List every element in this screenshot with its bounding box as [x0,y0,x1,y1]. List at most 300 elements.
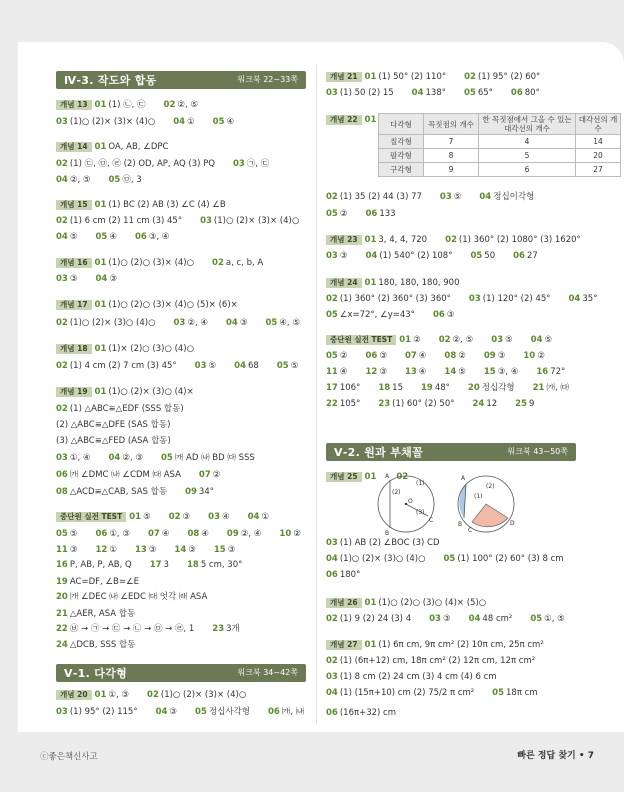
answer-text: ②, ⑤ [452,335,474,345]
question-number: 04 [56,232,68,242]
question-number: 04 [56,175,68,185]
answer-text: (1) 95° (2) 60° [477,72,541,82]
answer-text: 133 [379,209,396,219]
question-number: 07 [147,529,160,539]
table-cell: 4 [479,135,576,149]
answer-text: 3 [163,560,169,570]
question-number: 04 [234,361,246,371]
answer-text: ②, ④ [240,529,262,539]
concept-tag: 개념 27 [326,640,362,650]
question-number: 06 [513,251,525,261]
answer-line [326,570,378,581]
diagonal-table [378,113,621,177]
answer-text: (16π+32) cm [339,708,397,718]
question-number: 01 [364,598,377,608]
answer-text: ⑤ [453,192,462,202]
question-number: 17 [149,560,162,570]
concept-tag: 개념 23 [326,235,362,245]
table-cell: 9 [424,163,479,177]
answer-text: 68 [247,361,259,371]
question-number: 03 [491,335,504,345]
concept-tag: 개념 22 [326,115,362,125]
question-number: 12 [365,367,378,377]
answer-text: ③ [446,310,455,320]
answer-text: ③, ④ [497,367,519,377]
answer-text: (1) 60° (2) 50° [392,399,455,409]
question-number: 04 [173,117,186,127]
question-number: 18 [186,560,199,570]
answer-text: 정십이각형 [493,192,535,202]
question-number: 14 [174,545,187,555]
question-number: 13 [404,367,417,377]
answer-line [326,538,458,549]
question-number: 03 [326,672,338,682]
concept-tag: 개념 16 [56,258,92,268]
answer-line [56,318,318,329]
answer-line [56,200,244,211]
answer-line [326,72,558,83]
question-number: 01 [364,472,377,482]
answer-text: ③ [227,545,236,555]
answer-text: ④, ⑤ [279,318,300,328]
question-number: 19 [421,383,433,393]
sector-fill [472,504,508,527]
question-number: 04 [365,251,378,261]
question-number: 24 [56,640,68,650]
concept-tag: 중단원 실전 TEST [56,512,126,522]
answer-text: 정십사각형 [208,707,250,717]
question-number: 03 [56,453,68,463]
question-number: 02 [56,216,68,226]
answer-text: ② [293,529,301,539]
question-number: 09 [226,529,239,539]
answer-text: (1)○ (2)× (3)○ (4)○ [69,318,156,328]
answer-line [326,294,615,305]
question-number: 20 [56,592,68,602]
question-number: 01 [129,512,142,522]
question-number: 04 [326,554,338,564]
question-number: 03 [232,159,245,169]
question-number: 22 [56,624,68,634]
answer-text: (2) △ABC≡△DFE (SAS 합동) [56,420,171,430]
question-number: 05 [326,209,338,219]
section-header-5-2 [326,443,576,461]
answer-text: △DCB, SSS 합동 [69,640,136,650]
question-number: 10 [279,529,292,539]
question-number: 04 [95,274,108,284]
answer-text: (1) 100° (2) 60° (3) 8 cm [457,554,564,564]
answer-text: OA, AB, ∠DPC [108,142,169,152]
answer-text: (1)○ (2)× (3)○ (4)○ [339,554,426,564]
question-number: 19 [56,577,68,587]
answer-text: ⑤ [143,512,151,522]
question-number: 06 [326,570,338,580]
answer-text: ② [458,351,466,361]
table-cell: 구각형 [379,163,424,177]
question-number: 01 [364,640,377,650]
answer-line [56,404,202,415]
answer-text: (1) AB (2) ∠BOC (3) CD [339,538,440,548]
question-number: 05 [530,614,543,624]
question-number: 11 [56,545,68,555]
question-number: 12 [95,545,108,555]
answer-text: (1) 360° (2) 1080° (3) 1620° [458,235,581,245]
question-number: 05 [95,232,108,242]
answer-text: (1) 50 (2) 15 [339,88,394,98]
answer-text: ③ [379,367,387,377]
question-number: 04 [225,318,238,328]
answer-line [56,344,212,355]
answer-line [56,142,186,153]
answer-text: ② [339,351,348,361]
answer-text: 34° [198,487,214,497]
answer-line [326,399,552,410]
question-number: 03 [326,538,338,548]
question-number: 01 [94,100,107,110]
section-title: Ⅴ-1. 다각형 [64,667,128,680]
answer-text: ①, ④ [69,453,91,463]
question-number: 07 [198,470,211,480]
answer-line [326,554,582,565]
question-number: 03 [200,216,212,226]
answer-text: AC=DF, ∠B=∠E [69,577,139,587]
answer-text: ① [187,117,195,127]
point-label: C [429,517,434,524]
question-number: 04 [155,707,168,717]
question-number: 02 [56,318,68,328]
question-number: 06 [134,232,147,242]
answer-text: ③ [109,274,117,284]
answer-line [56,258,281,269]
table-cell: 팔각형 [379,149,424,163]
answer-line [326,251,556,262]
answer-text: ④ [222,512,230,522]
circle-figure-2 [452,470,522,536]
answer-line [56,387,212,398]
question-number: 21 [532,383,545,393]
answer-text: (1) 95° (2) 115° [69,707,138,717]
question-number: 02 [326,614,338,624]
question-number: 02 [56,361,68,371]
answer-text: 35° [582,294,598,304]
answer-text: 18π cm [506,688,538,698]
answer-text: ③ [239,318,248,328]
answer-text: ⑤ [208,361,217,371]
point-label: D [510,520,515,527]
question-number: 03 [56,117,68,127]
answer-line [56,690,264,701]
answer-text: 106° [339,383,361,393]
answer-text: a, c, b, A [225,258,264,268]
answer-text: ⑤ [544,335,553,345]
answer-text: ② [537,351,545,361]
concept-tag: 개념 21 [326,72,362,82]
answer-line [326,640,562,651]
question-number: 02 [396,472,409,482]
arc-label: (2) [486,483,495,490]
answer-text: (1)○ (2)○ (3)○ (4)× (5)○ [378,598,487,608]
concept-tag: 중단원 실전 TEST [326,335,396,345]
answer-line [56,453,273,464]
answer-text: ③ [148,545,157,555]
arc-label: (1) [474,493,483,500]
question-number: 05 [443,554,456,564]
question-number: 01 [94,690,107,700]
section-pages: 워크북 22~33쪽 [237,75,298,84]
answer-line [56,592,225,603]
question-number: 08 [56,487,68,497]
answer-text: (1) 540° (2) 108° [379,251,453,261]
answer-line [56,640,153,651]
answer-line [56,175,160,186]
answer-text: 65° [477,88,493,98]
answer-text: ⑤ [458,367,466,377]
section-title: Ⅴ-2. 원과 부채꼴 [334,446,423,459]
question-number: 05 [326,310,338,320]
question-number: 04 [411,88,424,98]
question-number: 10 [523,351,536,361]
question-number: 04 [568,294,581,304]
question-number: 14 [444,367,457,377]
answer-text: ③ [169,707,178,717]
answer-text: 48° [434,383,450,393]
question-number: 23 [378,399,391,409]
answer-text: 5 cm, 30° [200,560,243,570]
question-number: 07 [404,351,417,361]
answer-text: ③ [379,351,387,361]
question-number: 03 [208,512,220,522]
answer-text: 180, 180, 180, 900 [378,278,460,288]
answer-line [56,117,252,128]
answer-line [56,436,189,447]
question-number: 15 [483,367,496,377]
question-number: 23 [212,624,225,634]
answer-text: ② [212,470,221,480]
answer-text: 15 [392,383,403,393]
question-number: 17 [326,383,338,393]
question-number: 04 [108,453,121,463]
answer-line [56,100,216,111]
answer-line [56,609,153,620]
answer-text: ④ [339,367,348,377]
answer-text: ③ [182,512,191,522]
answer-text: 9 [529,399,535,409]
question-number: 22 [326,399,338,409]
question-number: 04 [247,512,260,522]
circle-figure-1 [372,470,442,536]
question-number: 05 [195,707,207,717]
table-cell: 20 [576,149,621,163]
concept-tag: 개념 13 [56,100,92,110]
answer-line [326,235,599,246]
question-number: 02 [56,404,68,414]
concept-tag: 개념 18 [56,344,92,354]
answer-text: (3) △ABC≡△FED (ASA 합동) [56,436,171,446]
point-label: A [461,475,466,482]
answer-text: 80° [524,88,540,98]
answer-text: (1) BC (2) AB (3) ∠C (4) ∠B [108,200,226,210]
answer-text: ㉥ → ㉠ → ㉢ → ㉡ → ㉤ → ㉣, 1 [69,624,195,634]
question-number: 05 [326,351,338,361]
answer-text: ① [261,512,270,522]
question-number: 01 [94,387,107,397]
answer-line [326,335,570,346]
answer-text: ①, ③ [108,690,130,700]
answer-line [56,420,188,431]
question-number: 06 [267,707,280,717]
question-number: 03 [173,318,186,328]
answer-line [56,512,287,523]
question-number: 20 [467,383,480,393]
concept-tag: 개념 20 [56,690,92,700]
question-number: 01 [364,72,377,82]
answer-text: (1) ㉡, ㉢ [108,100,146,110]
question-number: 09 [185,487,197,497]
question-number: 01 [364,278,377,288]
table-header: 다각형 [379,114,424,135]
answer-line [56,487,232,498]
question-number: 03 [326,251,338,261]
question-number: 03 [194,361,207,371]
question-number: 05 [161,453,173,463]
answer-text: (1) 9 (2) 24 (3) 4 [339,614,412,624]
answer-line [56,216,317,227]
question-number: 11 [326,367,338,377]
concept-tag: 개념 25 [326,472,362,482]
point-label: B [458,521,463,528]
question-number: 25 [515,399,528,409]
answer-line [56,545,253,556]
section-header-5-1 [56,664,306,682]
question-number: 03 [439,192,452,202]
question-number: 02 [326,294,338,304]
answer-text: ④ [226,117,235,127]
question-number: 02 [56,159,68,169]
question-number: 04 [530,335,543,345]
concept-tag: 개념 15 [56,200,92,210]
answer-text: 72° [550,367,566,377]
answer-text: ③ [497,351,506,361]
answer-text: (1) 8 cm (2) 24 cm (3) 4 cm (4) 6 cm [339,672,497,682]
answer-text: ㈎, ㈏ [281,707,305,717]
question-number: 01 [364,115,377,125]
question-number: 03 [468,294,481,304]
answer-line [326,672,515,683]
concept-tag: 개념 24 [326,278,362,288]
answer-line [326,192,552,203]
point-label: B [385,530,390,536]
arc-label: (1) [416,480,425,487]
section-pages: 워크북 34~42쪽 [237,668,298,677]
question-number: 01 [94,258,107,268]
question-number: 06 [95,529,108,539]
concept-tag: 개념 14 [56,142,92,152]
answer-text: ∠x=72°, ∠y=43° [339,310,415,320]
question-number: 06 [365,209,378,219]
answer-text: (1) 35 (2) 44 (3) 77 [339,192,422,202]
answer-line [56,470,238,481]
concept-tag: 개념 26 [326,598,362,608]
question-number: 13 [134,545,147,555]
answer-line [326,278,478,289]
answer-line [56,361,316,372]
question-number: 05 [470,251,483,261]
answer-text: (1)○ (2)× (3)○ (4)× [108,387,194,397]
answer-line [326,88,558,99]
page-label: 빠른 정답 찾기 • 7 [517,751,594,761]
question-number: 05 [276,361,289,371]
answer-text: ③ [69,274,78,284]
answer-line [326,708,414,719]
answer-text: 105° [339,399,361,409]
answer-text: (1) 6 cm (2) 11 cm (3) 45° [69,216,183,226]
answer-text: (1) 50° (2) 110° [378,72,447,82]
question-number: 03 [326,88,338,98]
point-label: O [408,498,413,505]
question-number: 02 [464,72,476,82]
answer-line [56,529,319,540]
answer-text: (1)○ (2)× (3)× (4)○ [213,216,300,226]
answer-text: ④ [418,351,427,361]
answer-text: (1) 360° (2) 360° (3) 360° [339,294,451,304]
answer-text: ③ [69,545,78,555]
question-number: 01 [94,142,107,152]
question-number: 02 [168,512,181,522]
answer-text: ③ [442,614,451,624]
answer-text: ③ [339,251,348,261]
answer-text: 138° [425,88,446,98]
question-number: 02 [326,656,338,666]
answer-line [56,232,187,243]
answer-text: ⑤ [290,361,299,371]
answer-text: P, AB, P, AB, Q [69,560,132,570]
question-number: 04 [468,614,481,624]
answer-text: △AER, ASA 합동 [69,609,136,619]
answer-text: ㈎, ㈐ [546,383,569,393]
question-number: 06 [510,88,523,98]
point-label: C [468,527,473,534]
question-number: 04 [326,688,338,698]
question-number: 05 [265,318,278,328]
table-cell: 6 [479,163,576,177]
table-cell: 칠각형 [379,135,424,149]
question-number: 02 [445,235,457,245]
answer-line [56,624,258,635]
question-number: 01 [364,235,377,245]
answer-line [56,159,287,170]
arc-label: (3) [416,509,425,516]
question-number: 05 [492,688,505,698]
answer-text: ① [109,545,117,555]
point-label: A [385,473,390,480]
answer-text: 3, 4, 4, 720 [378,235,428,245]
column-divider [316,64,317,724]
answer-line [56,707,322,718]
answer-text: 정십각형 [481,383,515,393]
table-header: 대각선의 개수 [576,114,621,135]
question-number: 24 [472,399,485,409]
answer-line [56,300,256,311]
question-number: 01 [399,335,412,345]
answer-text: ㈎ ∠DEC ㈏ ∠EDC ㈐ 엇각 ㈑ ASA [69,592,208,602]
section-title: Ⅳ-3. 작도와 합동 [64,74,157,87]
concept-tag: 개념 19 [56,387,92,397]
answer-text: ②, ⑤ [69,175,91,185]
answer-text: ④ [109,232,117,242]
table-cell: 14 [576,135,621,149]
question-number: 01 [94,200,107,210]
table-cell: 5 [479,149,576,163]
